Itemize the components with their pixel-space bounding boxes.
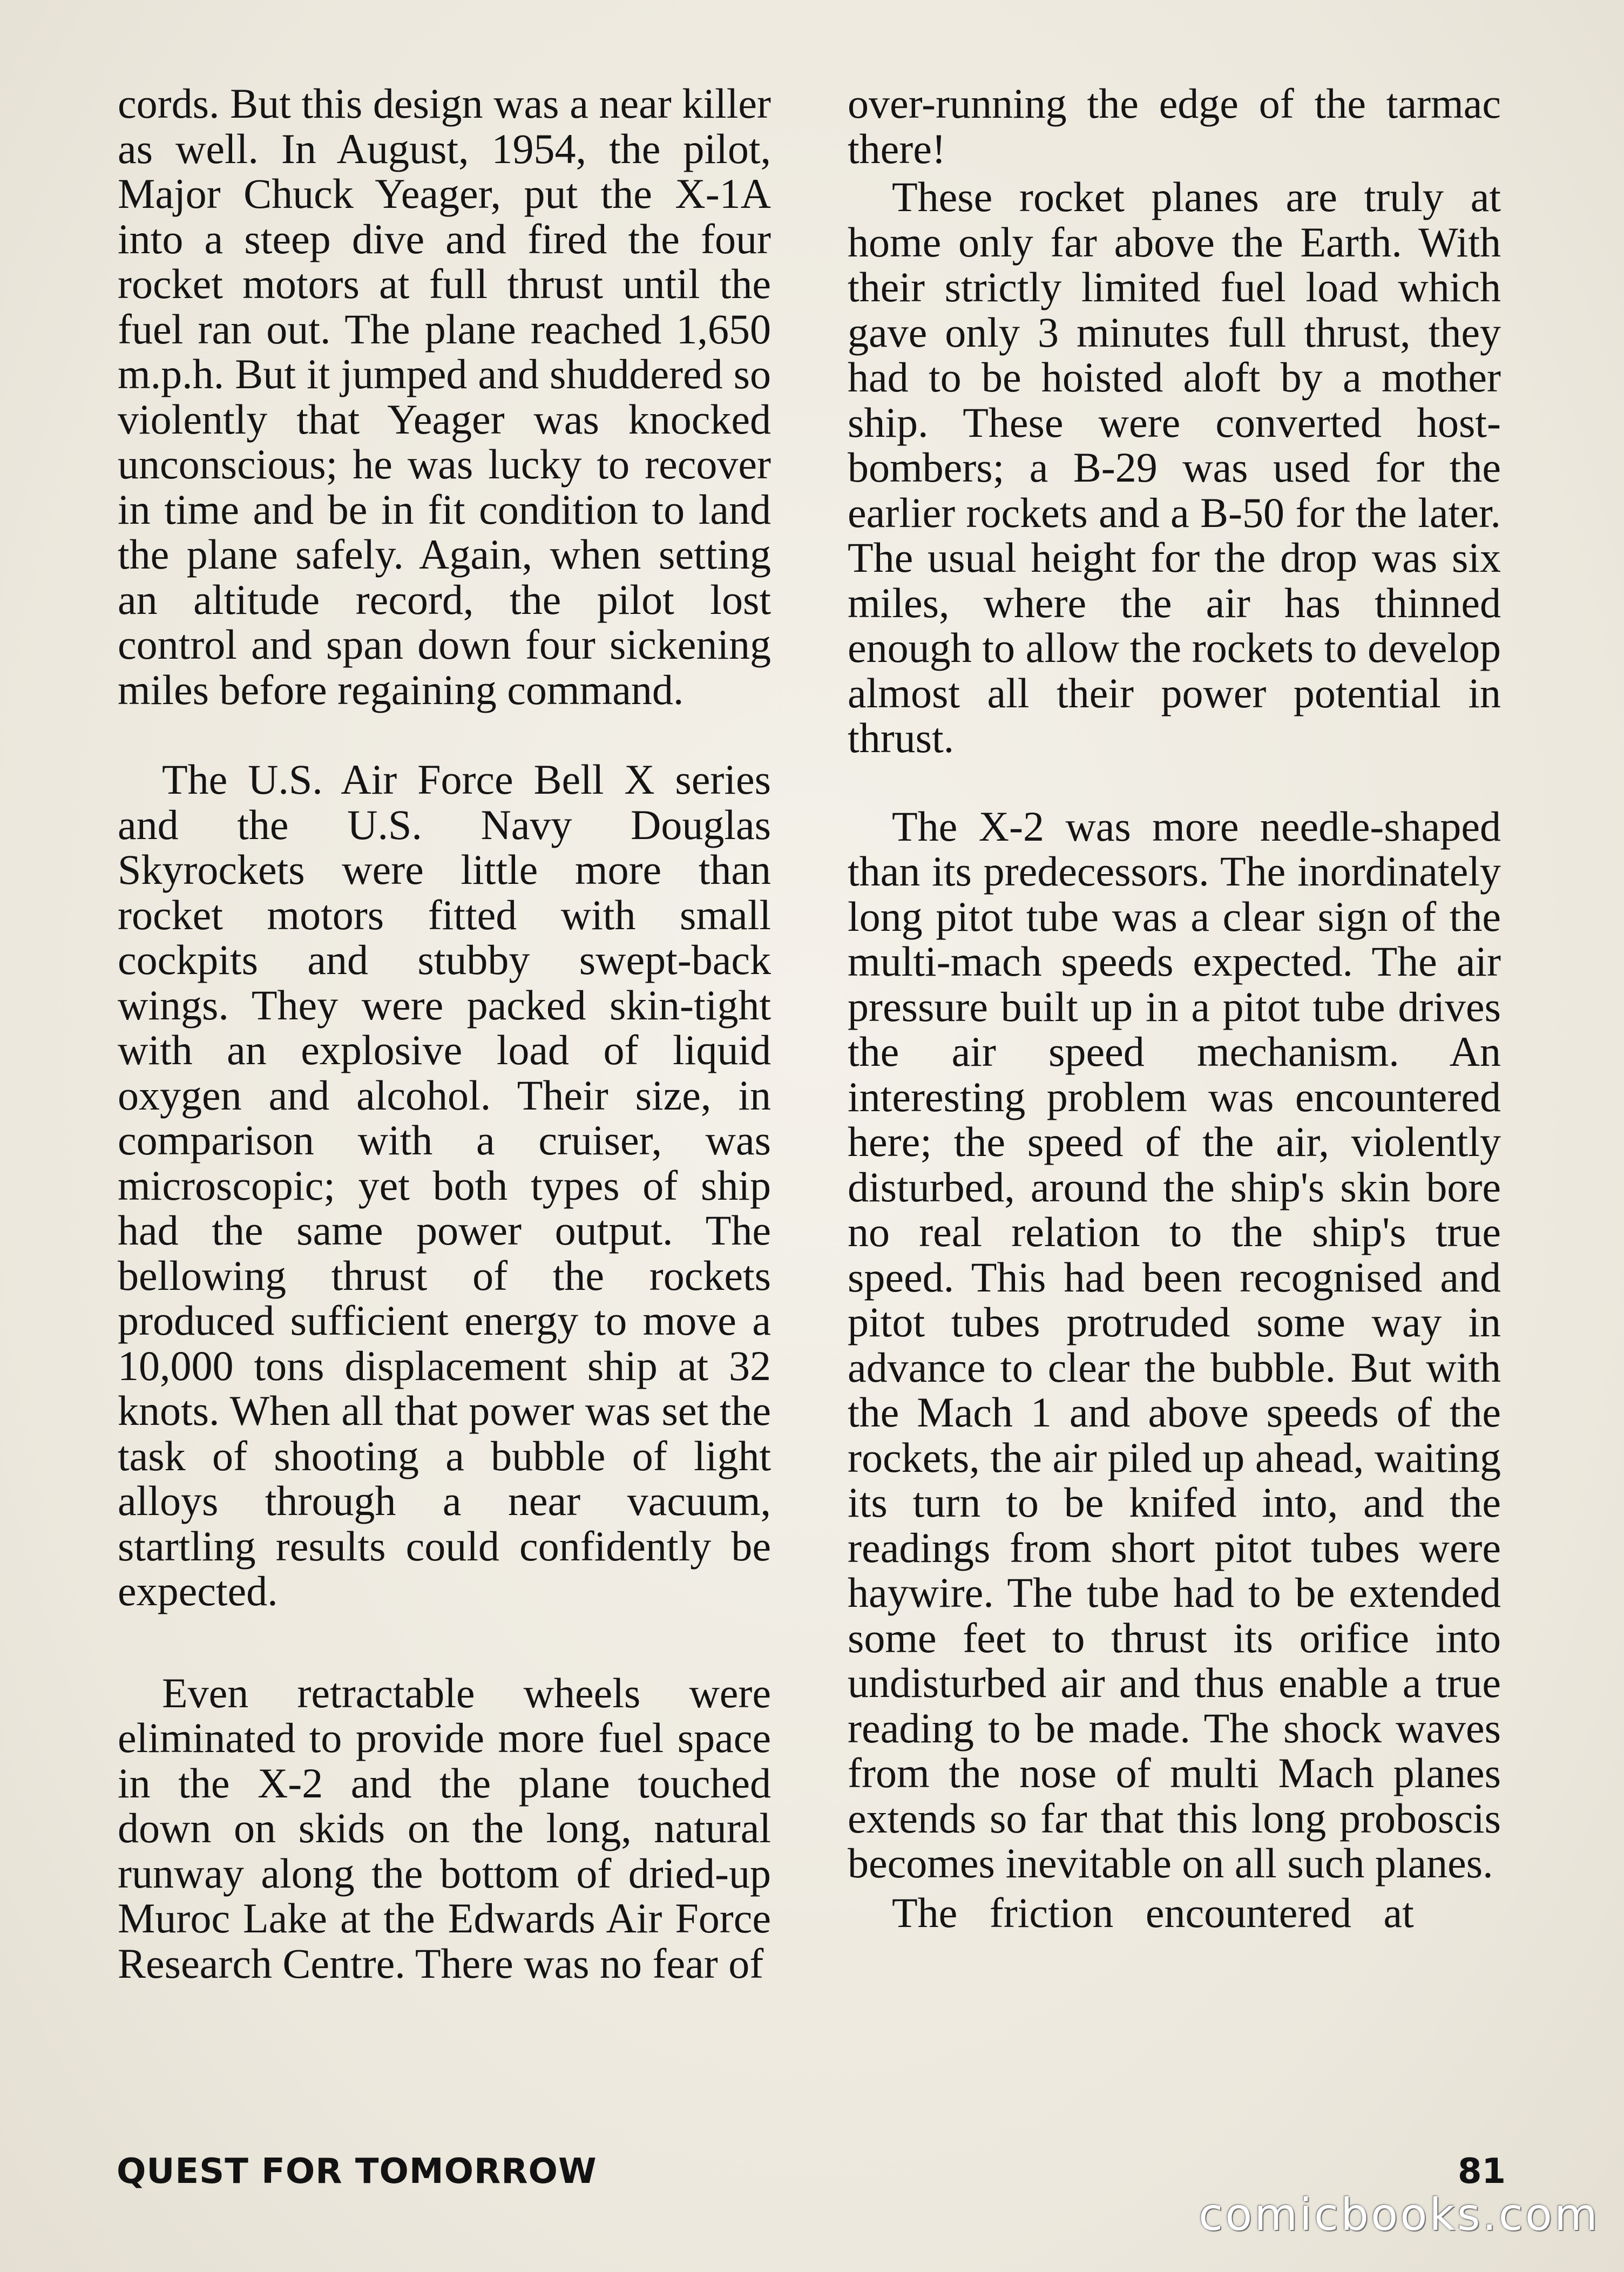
paragraph-right-4: The friction encountered at	[892, 1889, 1414, 1936]
paragraph-left-3: Even retractable wheels were eliminated to provide more fuel space in the X-2 and the plane touched down on skids on the long, natural runway along the bottom of dried-up Muroc Lake at the Edwards Air Force Research Centre. There was no fear of	[118, 1669, 771, 1987]
left-column	[118, 81, 771, 1986]
paragraph-right-1: over-running the edge of the tarmac there!	[848, 80, 1501, 172]
paragraph-left-1: cords. But this design was a near killer as well. In August, 1954, the pilot, Major Chuck Yeager, put the X-1A into a steep dive and fired the four rocket motors at full thrust until the fuel ran out. The plane reached 1,650 m.p.h. But it jumped and shuddered so violently that Yeager was knocked unconscious; he was lucky to recover in time and be in fit condition to land the plane safely. Again, when setting an altitude record, the pilot lost control and span down four sickening miles before regaining command.	[118, 80, 771, 713]
right-column	[848, 81, 1501, 1935]
paragraph-right-2: These rocket planes are truly at home only far above the Earth. With their strictly limited fuel load which gave only 3 minutes full thrust, they had to be hoisted aloft by a mother ship. These were converted host-bombers; a B-29 was used for the earlier rockets and a B-50 for the later. The usual height for the drop was six miles, where the air has thinned enough to allow the rockets to develop almost all their power potential in thrust.	[848, 173, 1501, 761]
paragraph-left-2: The U.S. Air Force Bell X series and the U.S. Navy Douglas Skyrockets were little more than rocket motors fitted with small cockpits and stubby swept-back wings. They were packed skin-tight with an explosive load of liquid oxygen and alcohol. Their size, in comparison with a cruiser, was microscopic; yet both types of ship had the same power output. The bellowing thrust of the rockets produced sufficient energy to move a 10,000 tons displacement ship at 32 knots. When all that power was set the task of shooting a bubble of light alloys through a near vacuum, startling results could confidently be expected.	[118, 756, 771, 1614]
watermark: comicbooks.com	[1199, 2189, 1600, 2241]
page-number: 81	[1458, 2152, 1506, 2192]
paragraph-right-3: The X-2 was more needle-shaped than its predecessors. The inordinately long pitot tube was a clear sign of the multi-mach speeds expected. The air pressure built up in a pitot tube drives the air speed mechanism. An interesting problem was encountered here; the speed of the air, violently disturbed, around the ship's skin bore no real relation to the ship's true speed. This had been recognised and pitot tubes protruded some way in advance to clear the bubble. But with the Mach 1 and above speeds of the rockets, the air piled up ahead, waiting its turn to be knifed into, and the readings from short pitot tubes were haywire. The tube had to be extended some feet to thrust its orifice into undisturbed air and thus enable a true reading to be made. The shock waves from the nose of multi Mach planes extends so far that this long proboscis becomes inevitable on all such planes.	[848, 802, 1501, 1886]
running-footer-title: QUEST FOR TOMORROW	[117, 2152, 597, 2192]
